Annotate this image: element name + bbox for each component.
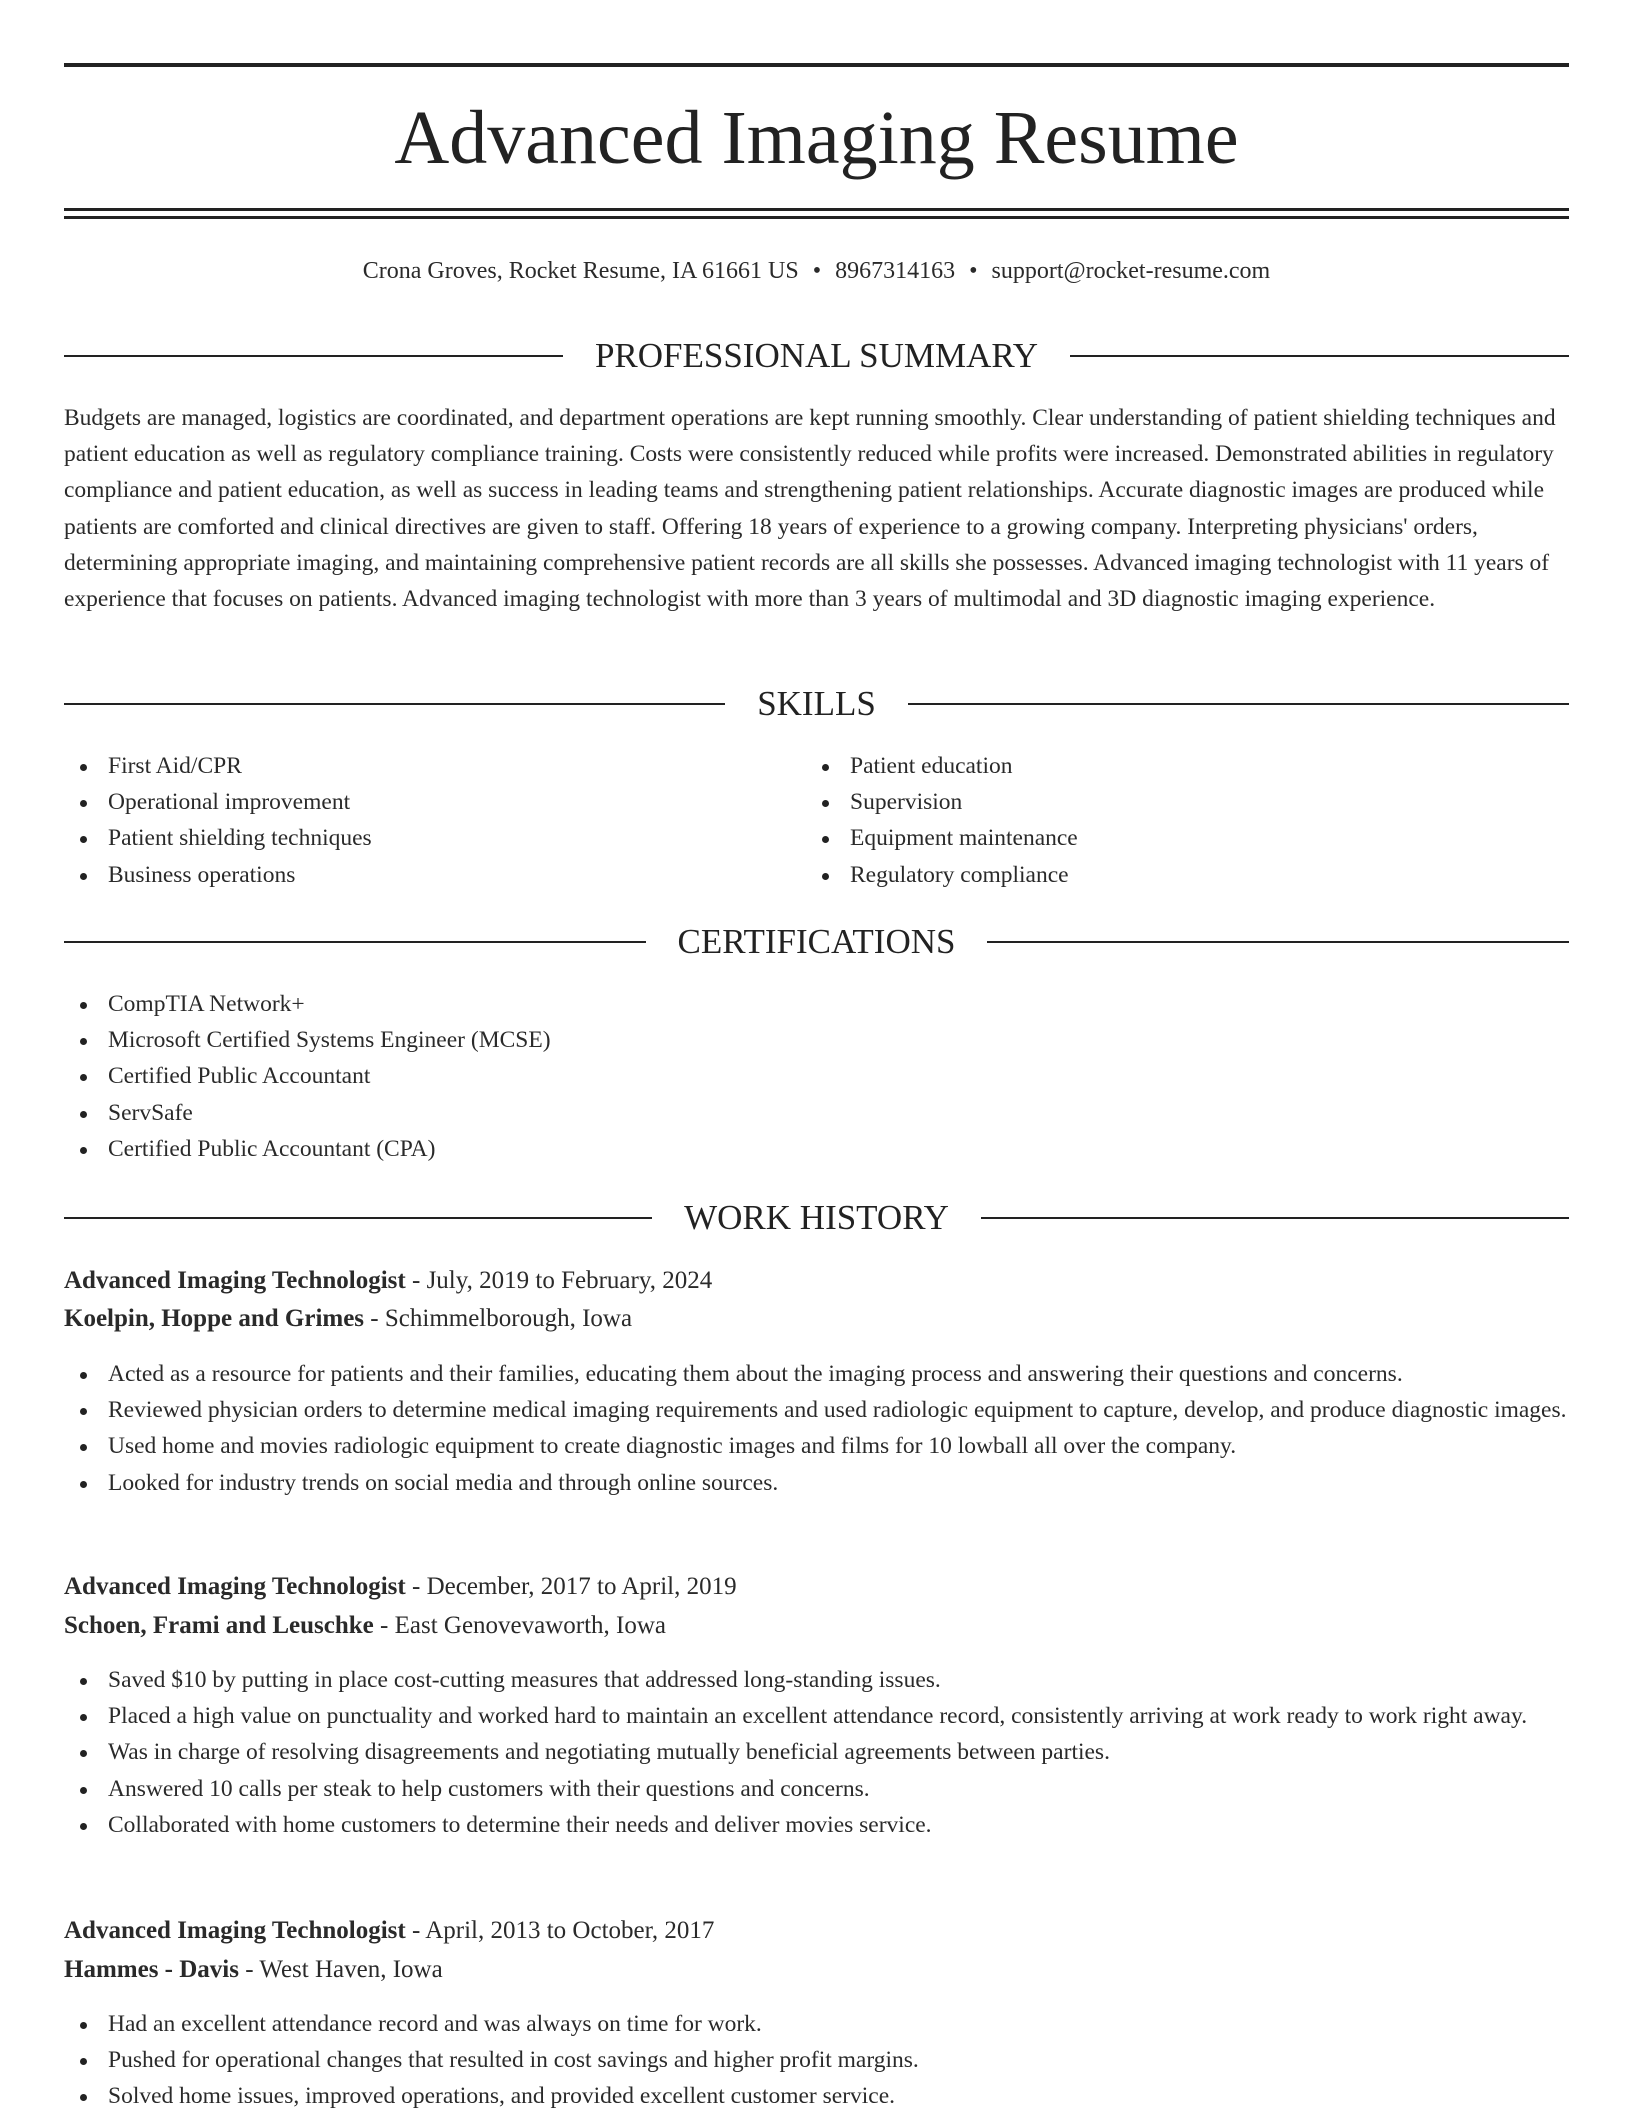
title-rule-upper <box>64 208 1569 211</box>
heading-rule <box>981 1217 1569 1219</box>
job-location: East Genovevaworth, Iowa <box>394 1612 667 1639</box>
skill-item: Regulatory compliance <box>806 857 1548 893</box>
job-bullet: Placed a high value on punctuality and worked hard to maintain an excellent attendance record, consistently arriving at work ready to work right away. <box>64 1698 1569 1734</box>
job-title-line: Advanced Imaging Technologist - December, 2017 to April, 2019 <box>64 1573 737 1600</box>
summary-text: Budgets are managed, logistics are coordinated, and department operations are kept running smoothly. Clear understanding of patient shielding techniques and patient education as well as regulatory compliance training. Costs were consistently reduced while profits were increased. Demonstrated abilities in regulatory compliance and patient education, as well as success in leading teams and strengthening patient relationships. Accurate diagnostic images are produced while patients are comforted and clinical directives are given to staff. Offering 18 years of experience to a growing company. Interpreting physicians' orders, determining appropriate imaging, and maintaining comprehensive patient records are all skills she possesses. Advanced imaging technologist with 11 years of experience that focuses on patients. Advanced imaging technologist with more than 3 years of multimodal and 3D diagnostic imaging experience. <box>64 405 1556 613</box>
contact-phone: 8967314163 <box>835 258 956 284</box>
certification-item: Certified Public Accountant <box>64 1058 1569 1094</box>
top-rule <box>64 63 1569 67</box>
skill-item: Operational improvement <box>64 784 806 820</box>
section-heading-label: SKILLS <box>757 684 876 723</box>
job-dates: April, 2013 to October, 2017 <box>425 1917 715 1944</box>
heading-rule <box>1070 355 1569 357</box>
job-bullets <box>64 2006 1569 2115</box>
job-location: West Haven, Iowa <box>259 1956 443 1983</box>
job-bullet: Pushed for operational changes that resulted in cost savings and higher profit margins. <box>64 2042 1569 2078</box>
section-heading-label: CERTIFICATIONS <box>677 922 956 961</box>
job-bullet: Answered 10 calls per steak to help customers with their questions and concerns. <box>64 1771 1569 1807</box>
job-company: Schoen, Frami and Leuschke <box>64 1612 374 1639</box>
job-title: Advanced Imaging Technologist <box>64 1917 406 1944</box>
job-company: Hammes - Davis <box>64 1956 239 1983</box>
section-heading-label: WORK HISTORY <box>684 1198 949 1237</box>
job-title-line: Advanced Imaging Technologist - April, 2013 to October, 2017 <box>64 1917 715 1944</box>
contact-separator: • <box>969 258 978 284</box>
job-bullet: Collaborated with home customers to determine their needs and deliver movies service. <box>64 1807 1569 1843</box>
job-title: Advanced Imaging Technologist <box>64 1573 406 1600</box>
section-heading-work-history <box>64 1196 1569 1240</box>
contact-address: Crona Groves, Rocket Resume, IA 61661 US <box>362 258 799 284</box>
contact-separator: • <box>812 258 822 284</box>
contact-email: support@rocket-resume.com <box>991 258 1271 284</box>
skill-item: Supervision <box>806 784 1548 820</box>
job-bullet: Used home and movies radiologic equipment to create diagnostic images and films for 10 lowball all over the company. <box>64 1428 1569 1464</box>
resume-title: Advanced Imaging Resume <box>394 96 1239 180</box>
title-rule-lower <box>64 216 1569 219</box>
section-heading-label: PROFESSIONAL SUMMARY <box>594 336 1039 375</box>
job-company-line: Koelpin, Hoppe and Grimes - Schimmelborough, Iowa <box>64 1305 633 1332</box>
job-bullet: Was in charge of resolving disagreements and negotiating mutually beneficial agreements between parties. <box>64 1734 1569 1770</box>
certifications-list <box>64 986 1569 1167</box>
job-bullet: Saved $10 by putting in place cost-cutting measures that addressed long-standing issues. <box>64 1662 1569 1698</box>
skills-column-right <box>806 748 1548 893</box>
certification-item: CompTIA Network+ <box>64 986 1569 1022</box>
skill-item: Patient shielding techniques <box>64 820 806 856</box>
job-company-line: Hammes - Davis - West Haven, Iowa <box>64 1956 443 1983</box>
job-location: Schimmelborough, Iowa <box>384 1305 633 1332</box>
heading-rule <box>64 1217 652 1219</box>
job-company: Koelpin, Hoppe and Grimes <box>64 1305 365 1332</box>
skills-column-left <box>64 748 806 893</box>
job-bullets <box>64 1662 1569 1843</box>
job-title: Advanced Imaging Technologist <box>64 1267 406 1294</box>
skill-item: Business operations <box>64 857 806 893</box>
skills-list <box>64 748 1569 893</box>
job-company-line: Schoen, Frami and Leuschke - East Genovevaworth, Iowa <box>64 1612 667 1639</box>
skill-item: Equipment maintenance <box>806 820 1548 856</box>
skill-item: Patient education <box>806 748 1548 784</box>
heading-rule <box>987 941 1569 943</box>
heading-rule <box>908 703 1569 705</box>
job-dates: July, 2019 to February, 2024 <box>426 1267 713 1294</box>
heading-rule <box>64 355 563 357</box>
certification-item: ServSafe <box>64 1095 1569 1131</box>
section-heading-summary <box>64 334 1569 378</box>
skill-item: First Aid/CPR <box>64 748 806 784</box>
job-bullet: Acted as a resource for patients and their families, educating them about the imaging process and answering their questions and concerns. <box>64 1356 1569 1392</box>
certification-item: Microsoft Certified Systems Engineer (MCSE) <box>64 1022 1569 1058</box>
job-bullet: Reviewed physician orders to determine medical imaging requirements and used radiologic equipment to capture, develop, and produce diagnostic images. <box>64 1392 1569 1428</box>
job-bullets <box>64 1356 1569 1501</box>
contact-line <box>64 255 1569 287</box>
job-bullet: Solved home issues, improved operations, and provided excellent customer service. <box>64 2078 1569 2114</box>
job-bullet: Had an excellent attendance record and was always on time for work. <box>64 2006 1569 2042</box>
heading-rule <box>64 941 646 943</box>
job-title-line: Advanced Imaging Technologist - July, 2019 to February, 2024 <box>64 1267 713 1294</box>
job-bullet: Looked for industry trends on social media and through online sources. <box>64 1465 1569 1501</box>
section-heading-certifications <box>64 920 1569 964</box>
certification-item: Certified Public Accountant (CPA) <box>64 1131 1569 1167</box>
job-dates: December, 2017 to April, 2019 <box>426 1573 737 1600</box>
heading-rule <box>64 703 725 705</box>
section-heading-skills <box>64 682 1569 726</box>
